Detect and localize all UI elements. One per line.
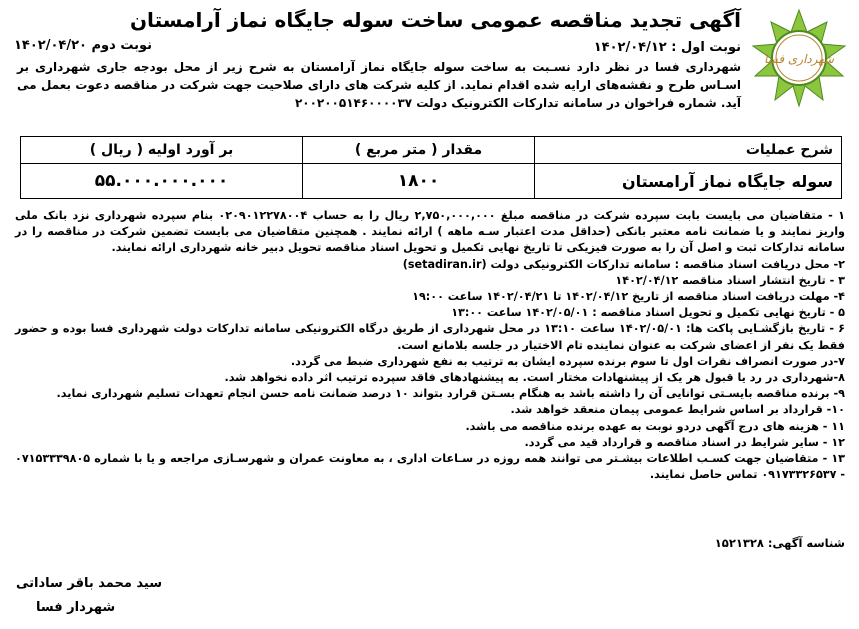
condition-item: ۱۳ - متقاضیان جهت کسـب اطلاعات بیشـتر می توانند همه روزه در سـاعات اداری ، به معاونت عمران و شهرسـازی مراجعه و یا با شماره ۰۷۱۵۳۳۳۹۸۰۵ - ۰۹۱۷۳۳۲۶۵۳۷ تماس حاصل نمایند. [15,452,845,482]
signatory-name: سید محمد باقر ساداتی [16,576,163,591]
header-description: شرح عملیات [535,137,842,164]
condition-item: ۵ - تاریخ نهایی تکمیل و تحویل اسناد مناقصه : ۱۴۰۲/۰۵/۰۱ ساعت ۱۳:۰۰ [451,306,845,320]
condition-item: ۷-در صورت انصراف نفرات اول تا سوم برنده سپرده ایشان به ترتیب به نفع شهرداری ضبط می گردد. [290,354,845,368]
condition-item: ۱۲ - سایر شرایط در اسناد مناقصه و قرارداد قید می گردد. [524,435,845,449]
operations-table [20,136,842,199]
condition-item: ۱۰- قرارداد بر اساس شرایط عمومی پیمان منعقد خواهد شد. [510,403,845,417]
condition-item: ۳ - تاریخ انتشار اسناد مناقصه ۱۴۰۲/۰۴/۱۲ [615,273,845,287]
conditions-list [15,208,845,483]
header-quantity: مقدار ( متر مربع ) [303,137,535,164]
cell-estimate: ۵۵.۰۰۰.۰۰۰.۰۰۰ [21,164,303,199]
notice-id: شناسه آگهی: ۱۵۲۱۳۲۸ [714,536,845,550]
fasa-municipality-logo [747,6,851,110]
notice-title: آگهی تجدید مناقصه عمومی ساخت سوله جایگاه نماز آرامستان [129,8,741,32]
table-row [21,164,842,199]
signatory-title: شهردار فسا [36,600,116,615]
header-estimate: بر آورد اولیه ( ریال ) [21,137,303,164]
condition-item: ۶ - تاریخ بازگشـایی پاکت ها: ۱۴۰۲/۰۵/۰۱ ساعت ۱۳:۱۰ در محل شهرداری از طریق درگاه الکترونیکی سامانه تدارکات دولت شهرداری فسا بوده و حضور فقط یک نفر از اعضای شرکت به عنوان نماینده تام الاختیار در جلسه بلامانع است. [15,322,845,352]
condition-item: ۱۱ - هزینه های درج آگهی دردو نوبت به عهده برنده مناقصه می باشد. [465,419,845,433]
cell-description: سوله جایگاه نماز آرامستان [535,164,842,199]
second-publication-date: نوبت دوم ۱۴۰۲/۰۴/۲۰ [14,38,152,53]
cell-quantity: ۱۸۰۰ [303,164,535,199]
condition-item: ۲- محل دریافت اسناد مناقصه : سامانه تدارکات الکترونیکی دولت (setadiran.ir) [402,257,845,271]
condition-item: ۸-شهرداری در رد یا قبول هر یک از پیشنهادات مختار است. به پیشنهادهای فاقد سپرده ترتیب اثر داده نخواهد شد. [224,371,845,385]
first-publication-date: نوبت اول : ۱۴۰۲/۰۴/۱۲ [593,40,741,55]
condition-item: ۱ - متقاضیان می بایست بابت سپرده شرکت در مناقصه مبلغ ۲,۷۵۰,۰۰۰,۰۰۰ ریال را به حساب ۰۲۰۹۰۱۲۲۷۸۰۰۴ بنام سپرده شهرداری نزد بانک ملی واریز نمایند و یا ضمانت نامه معتبر بانکی (حداقل مدت اعتبار سـه ماهه ) ارائه نمایند . همچنین متقاضیان می بایست تضمین شرکت در مناقصه را در سامانه تدارکات ثبت و اصل آن را به صورت فیزیکی تا تاریخ نهایی تکمیل و تحویل اسناد مناقصه تحویل دبیر خانه شهرداری ارائه نمایند. [15,209,845,255]
condition-item: ۴- مهلت دریافت اسناد مناقصه از تاریخ ۱۴۰۲/۰۴/۱۲ تا ۱۴۰۲/۰۴/۲۱ ساعت ۱۹:۰۰ [412,290,845,304]
intro-paragraph: شهرداری فسا در نظر دارد نسـبت به ساخت سوله جایگاه نماز آرامستان به شرح زیر از محل بودجه جاری شهرداری بر اسـاس طرح و نقشه‌های ارایه شده اقدام نماید. از کلیه شرکت های دارای صلاحیت جهت شرکت در مناقصه دعوت بعمل می آید. شماره فراخوان در سامانه تدارکات الکترونیک دولت ۲۰۰۲۰۰۵۱۴۶۰۰۰۰۳۷ [17,60,741,110]
condition-item: ۹- برنده مناقصه بایسـتی توانایی آن را داشته باشد به هنگام بسـتن قرارد بتواند ۱۰ درصد ضمانت نامه حسن انجام تعهدات تسلیم شهرداری نماید. [56,387,845,401]
logo-text: شهرداری فسا [764,52,834,66]
